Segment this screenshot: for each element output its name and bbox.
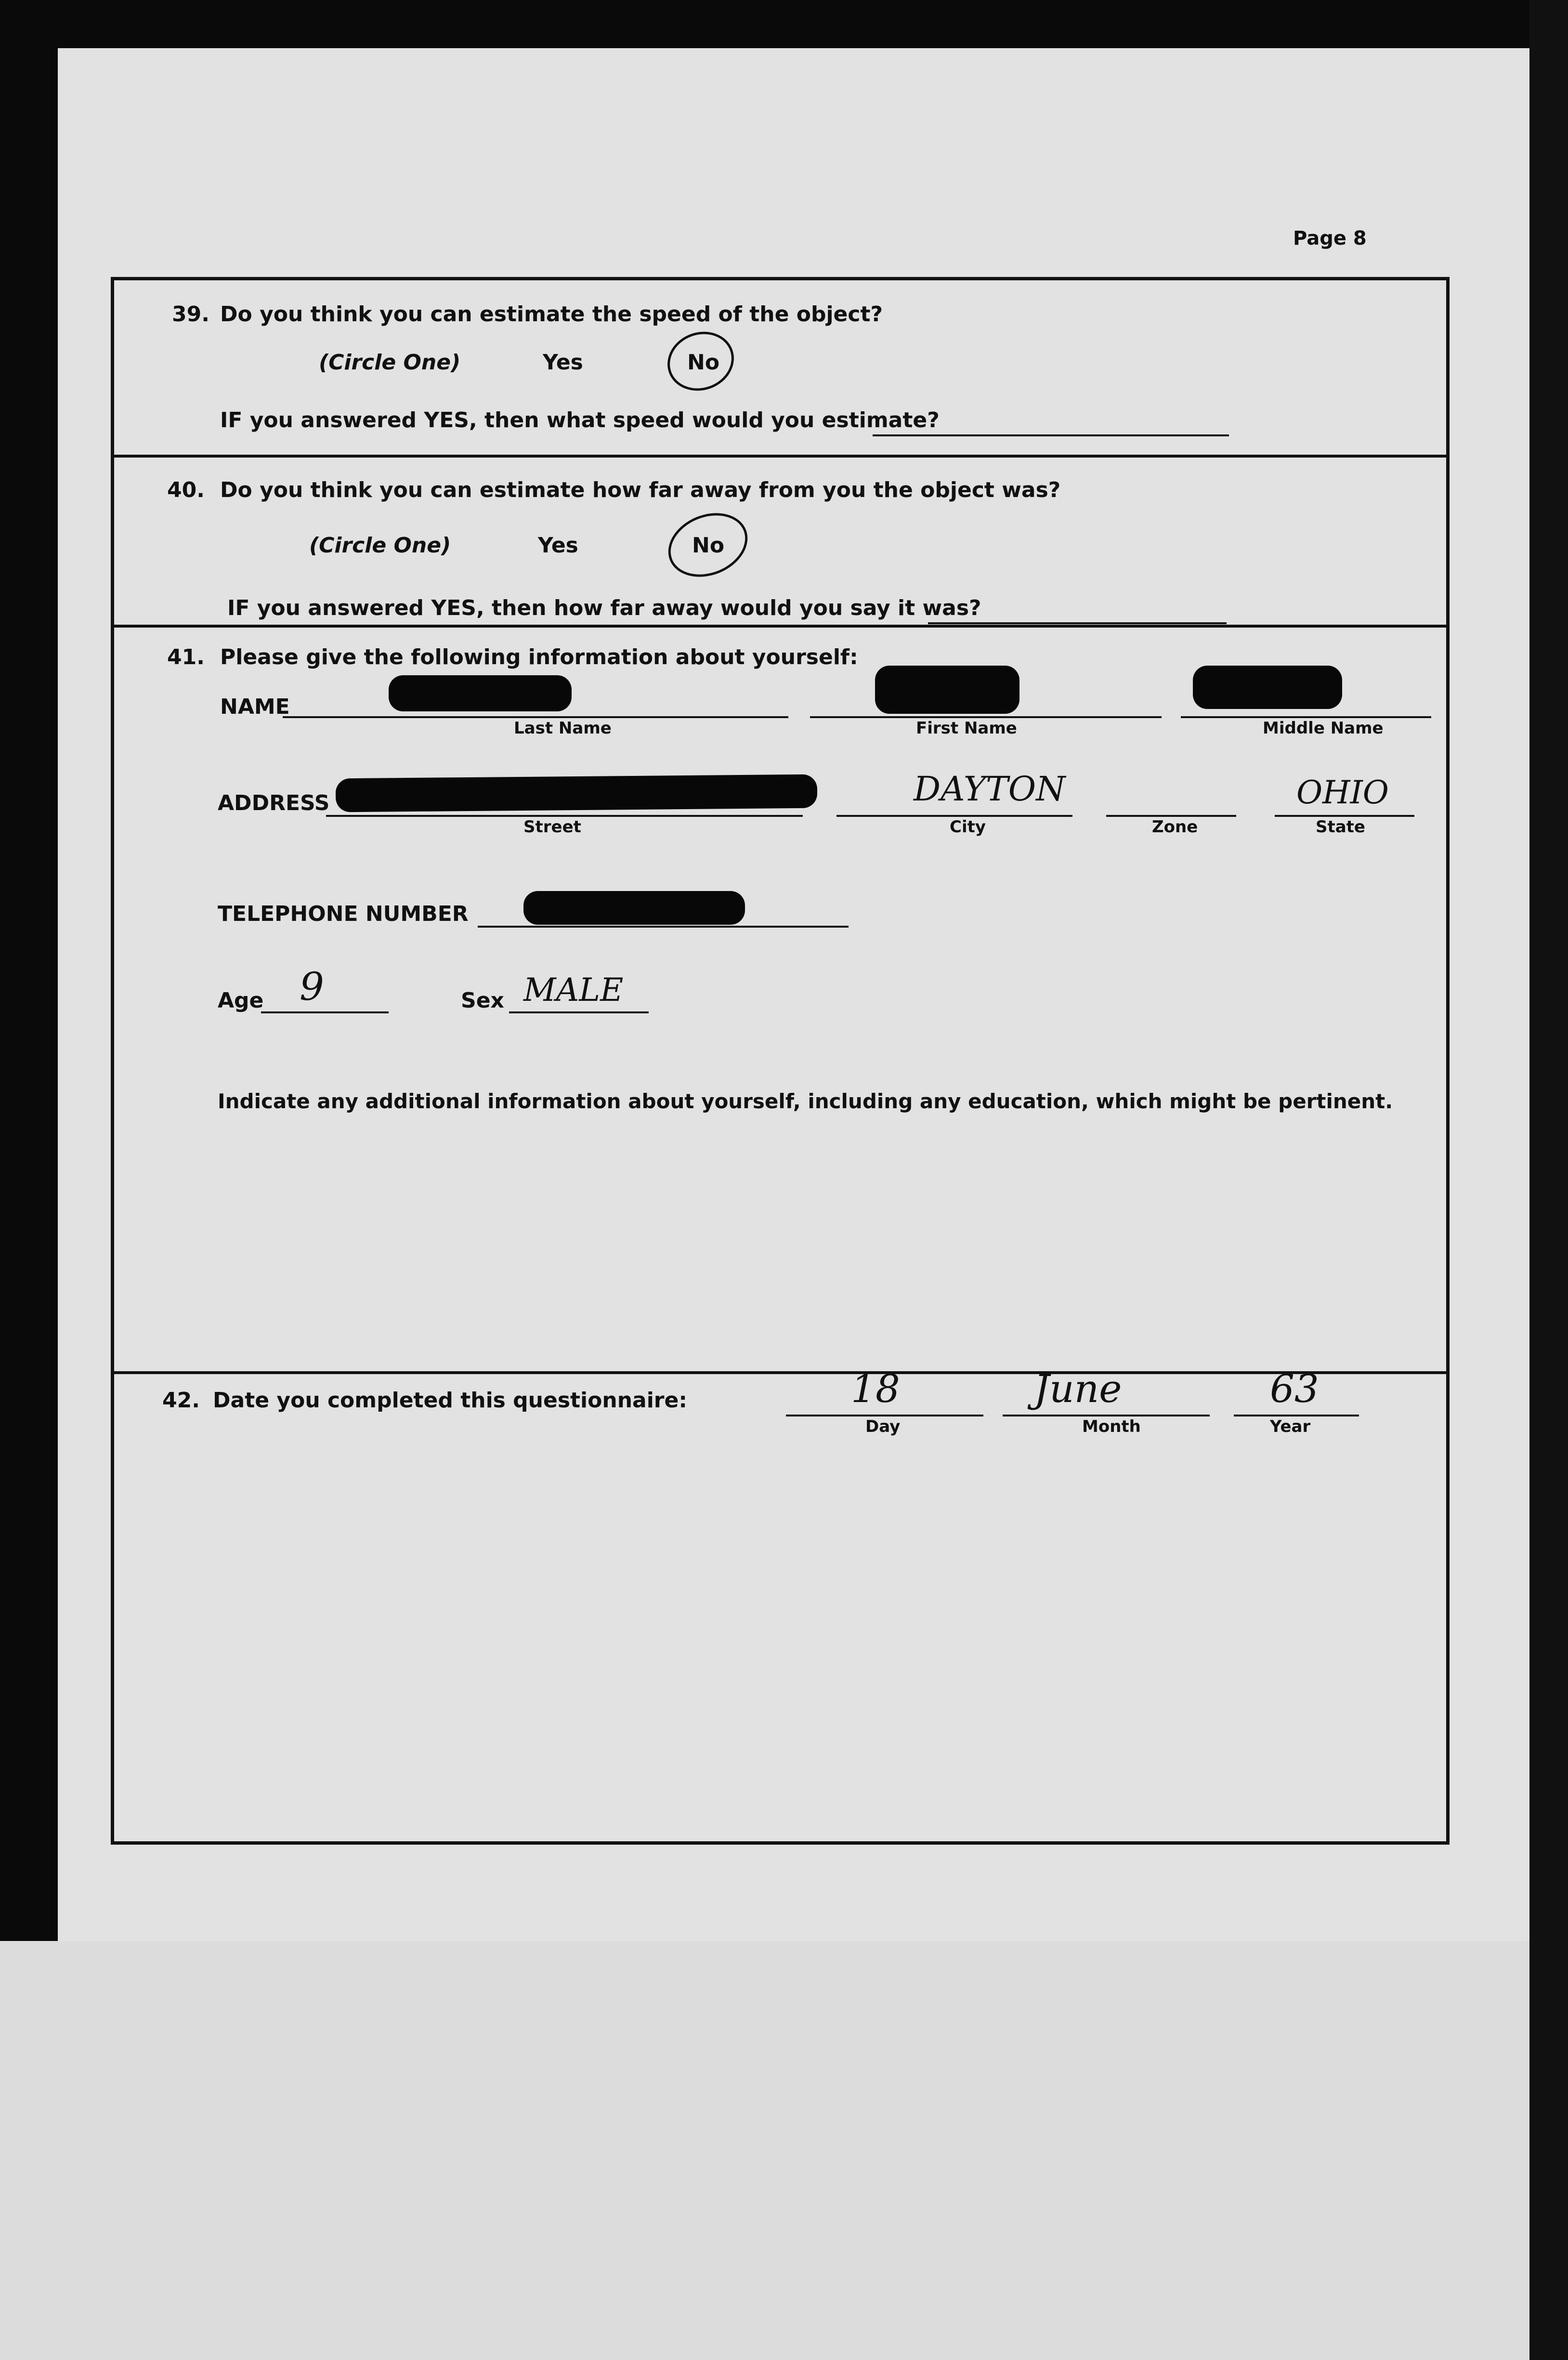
middle-name-line[interactable] (1181, 716, 1431, 718)
telephone-line[interactable] (478, 926, 849, 928)
q40-number: 40. (167, 478, 205, 502)
age-handwritten-value: 9 (300, 964, 324, 1009)
last-name-caption: Last Name (514, 719, 612, 738)
underlying-sheet (0, 1941, 1568, 2360)
q39-question: Do you think you can estimate the speed of the object? (220, 302, 883, 327)
q40-no-option[interactable]: No (692, 533, 725, 558)
q40-no-circle-mark (659, 502, 757, 589)
divider-40-41 (114, 625, 1446, 628)
q41-question: Please give the following information about yourself: (220, 645, 858, 669)
redacted-last-name (389, 675, 572, 711)
sex-handwritten-value: MALE (523, 971, 624, 1009)
city-caption: City (950, 817, 986, 837)
state-handwritten-value: OHIO (1296, 774, 1389, 811)
city-line[interactable] (836, 815, 1072, 817)
sex-label: Sex (461, 988, 504, 1013)
first-name-caption: First Name (916, 719, 1017, 738)
redacted-telephone (523, 891, 745, 925)
city-handwritten-value: DAYTON (914, 769, 1066, 809)
q39-speed-answer-line[interactable] (873, 434, 1229, 436)
film-edge (1529, 0, 1568, 2360)
month-handwritten-value: June (1034, 1366, 1122, 1411)
age-line[interactable] (261, 1011, 389, 1013)
page-number: Page 8 (1293, 227, 1367, 249)
telephone-label: TELEPHONE NUMBER (218, 902, 469, 926)
questionnaire-form (111, 277, 1450, 1845)
redacted-street (336, 774, 818, 813)
year-line[interactable] (1234, 1415, 1359, 1416)
day-line[interactable] (786, 1415, 983, 1416)
year-caption: Year (1270, 1417, 1311, 1436)
middle-name-caption: Middle Name (1263, 719, 1384, 738)
zone-line[interactable] (1106, 815, 1236, 817)
redacted-middle-name (1193, 666, 1342, 709)
day-caption: Day (865, 1417, 901, 1436)
q40-circle-instruction: (Circle One) (309, 533, 451, 558)
redacted-first-name (875, 666, 1019, 714)
zone-caption: Zone (1152, 817, 1198, 837)
last-name-line[interactable] (283, 716, 788, 718)
street-line[interactable] (326, 815, 803, 817)
q41-number: 41. (167, 645, 205, 669)
year-handwritten-value: 63 (1270, 1366, 1319, 1411)
street-caption: Street (523, 817, 581, 837)
q39-followup: IF you answered YES, then what speed would you estimate? (220, 408, 940, 433)
age-label: Age (218, 988, 264, 1013)
q40-yes-option[interactable]: Yes (538, 533, 578, 558)
q40-followup: IF you answered YES, then how far away would you say it was? (227, 596, 981, 620)
q40-distance-answer-line[interactable] (928, 622, 1227, 624)
q39-circle-instruction: (Circle One) (319, 350, 461, 375)
month-caption: Month (1082, 1417, 1141, 1436)
q39-no-circle-mark (659, 323, 743, 400)
q39-number: 39. (172, 302, 209, 327)
state-caption: State (1316, 817, 1365, 837)
month-line[interactable] (1003, 1415, 1210, 1416)
day-handwritten-value: 18 (851, 1366, 900, 1411)
first-name-line[interactable] (810, 716, 1162, 718)
name-label: NAME (220, 695, 290, 719)
sex-line[interactable] (509, 1011, 649, 1013)
divider-39-40 (114, 455, 1446, 458)
q42-number: 42. (162, 1388, 200, 1413)
state-line[interactable] (1275, 815, 1414, 817)
q39-yes-option[interactable]: Yes (543, 350, 583, 375)
q42-question: Date you completed this questionnaire: (213, 1388, 687, 1413)
q40-question: Do you think you can estimate how far away from you the object was? (220, 478, 1061, 502)
q39-no-option[interactable]: No (687, 350, 720, 375)
additional-info-instruction: Indicate any additional information about yourself, including any education, which might be pertinent. (218, 1089, 1393, 1113)
divider-41-42 (114, 1371, 1446, 1374)
address-label: ADDRESS (218, 791, 330, 815)
